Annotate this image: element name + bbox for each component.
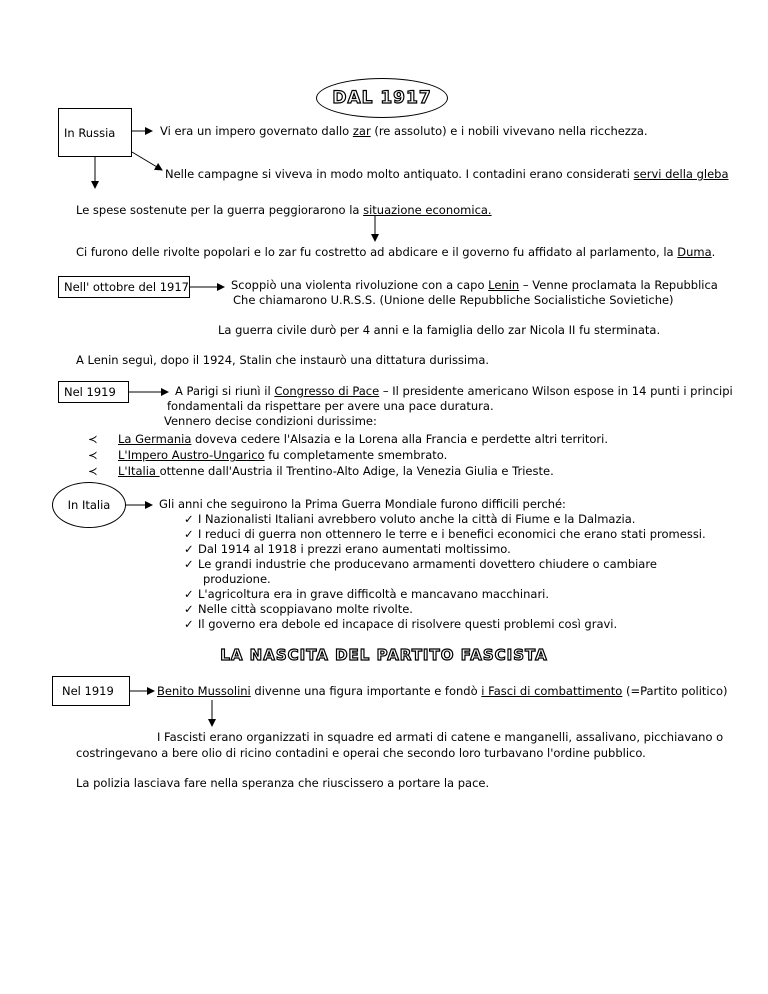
italia-item-3: ✓ Dal 1914 al 1918 i prezzi erano aumentati moltissimo. <box>184 542 511 556</box>
arrow-bullet-icon: ≺ <box>88 448 98 462</box>
ellipse-in-italia <box>52 482 126 528</box>
october-line-3: La guerra civile durò per 4 anni e la famiglia dello zar Nicola II fu sterminata. <box>218 323 661 337</box>
box-ottobre-1917 <box>58 276 190 298</box>
pace-bullet-2: ≺ L'Impero Austro-Ungarico fu completamente smembrato. <box>88 448 448 462</box>
pace-bullet-3: ≺ L'Italia ottenne dall'Austria il Trentino-Alto Adige, la Venezia Giulia e Trieste. <box>88 464 554 478</box>
ellipse-label: In Italia <box>67 498 111 512</box>
check-icon: ✓ <box>184 587 194 601</box>
fasci-line-1: Benito Mussolini divenne una figura importante e fondò i Fasci di combattimento (=Partito politico) <box>157 684 728 698</box>
title-ellipse <box>316 78 448 118</box>
october-line-4: A Lenin seguì, dopo il 1924, Stalin che instaurò una dittatura durissima. <box>76 353 490 367</box>
russia-line-3: Le spese sostenute per la guerra peggiorarono la situazione economica. <box>76 203 492 217</box>
check-icon: ✓ <box>184 512 194 526</box>
italia-item-4-cont: produzione. <box>203 572 271 586</box>
check-icon: ✓ <box>184 542 194 556</box>
box-label: Nel 1919 <box>62 684 114 698</box>
title-nascita-partito-fascista: LA NASCITA DEL PARTITO FASCISTA <box>220 646 548 664</box>
italia-item-1: ✓ I Nazionalisti Italiani avrebbero voluto anche la città di Fiume e la Dalmazia. <box>184 512 636 526</box>
fasci-line-3: costringevano a bere olio di ricino contadini e operai che secondo loro turbavano l'ordine pubblico. <box>76 746 646 760</box>
italia-item-7: ✓ Il governo era debole ed incapace di risolvere questi problemi così gravi. <box>184 617 618 631</box>
box-label: Nell' ottobre del 1917 <box>64 280 189 294</box>
pace-line-1: A Parigi si riunì il Congresso di Pace – Il presidente americano Wilson espose in 14 punti i principi <box>175 384 733 398</box>
title-dal-1917: DAL 1917 <box>332 88 432 108</box>
pace-bullet-1: ≺ La Germania doveva cedere l'Alsazia e la Lorena alla Francia e perdette altri territori. <box>88 432 609 446</box>
box-in-russia <box>58 108 132 157</box>
italia-item-6: ✓ Nelle città scoppiavano molte rivolte. <box>184 602 413 616</box>
italia-item-4: ✓ Le grandi industrie che producevano armamenti dovettero chiudere o cambiare <box>184 557 657 571</box>
italia-item-5: ✓ L'agricoltura era in grave difficoltà e mancavano macchinari. <box>184 587 550 601</box>
fasci-line-2: I Fascisti erano organizzati in squadre ed armati di catene e manganelli, assalivano, picchiavano o <box>157 730 724 744</box>
russia-line-1: Vi era un impero governato dallo zar (re assoluto) e i nobili vivevano nella ricchezza. <box>160 124 648 138</box>
october-line-2: Che chiamarono U.R.S.S. (Unione delle Repubbliche Socialistiche Sovietiche) <box>233 293 674 307</box>
italia-intro: Gli anni che seguirono la Prima Guerra Mondiale furono difficili perché: <box>159 497 566 511</box>
box-nel-1919-pace <box>58 381 129 403</box>
arrow-bullet-icon: ≺ <box>88 432 98 446</box>
october-line-1: Scoppiò una violenta rivoluzione con a capo Lenin – Venne proclamata la Repubblica <box>231 278 718 292</box>
arrow-bullet-icon: ≺ <box>88 464 98 478</box>
fasci-line-4: La polizia lasciava fare nella speranza che riuscissero a portare la pace. <box>76 776 490 790</box>
box-label: Nel 1919 <box>64 385 116 399</box>
russia-line-4: Ci furono delle rivolte popolari e lo zar fu costretto ad abdicare e il governo fu affidato al parlamento, la Duma. <box>76 245 716 259</box>
check-icon: ✓ <box>184 602 194 616</box>
box-label: In Russia <box>64 125 116 140</box>
russia-line-2: Nelle campagne si viveva in modo molto antiquato. I contadini erano considerati servi della gleba <box>165 167 729 181</box>
check-icon: ✓ <box>184 557 194 571</box>
check-icon: ✓ <box>184 617 194 631</box>
pace-line-3: Vennero decise condizioni durissime: <box>164 414 377 428</box>
pace-line-2: fondamentali da rispettare per avere una pace duratura. <box>167 399 494 413</box>
box-nel-1919-fasci <box>52 676 130 706</box>
check-icon: ✓ <box>184 527 194 541</box>
italia-item-2: ✓ I reduci di guerra non ottennero le terre e i benefici economici che erano stati promessi. <box>184 527 706 541</box>
